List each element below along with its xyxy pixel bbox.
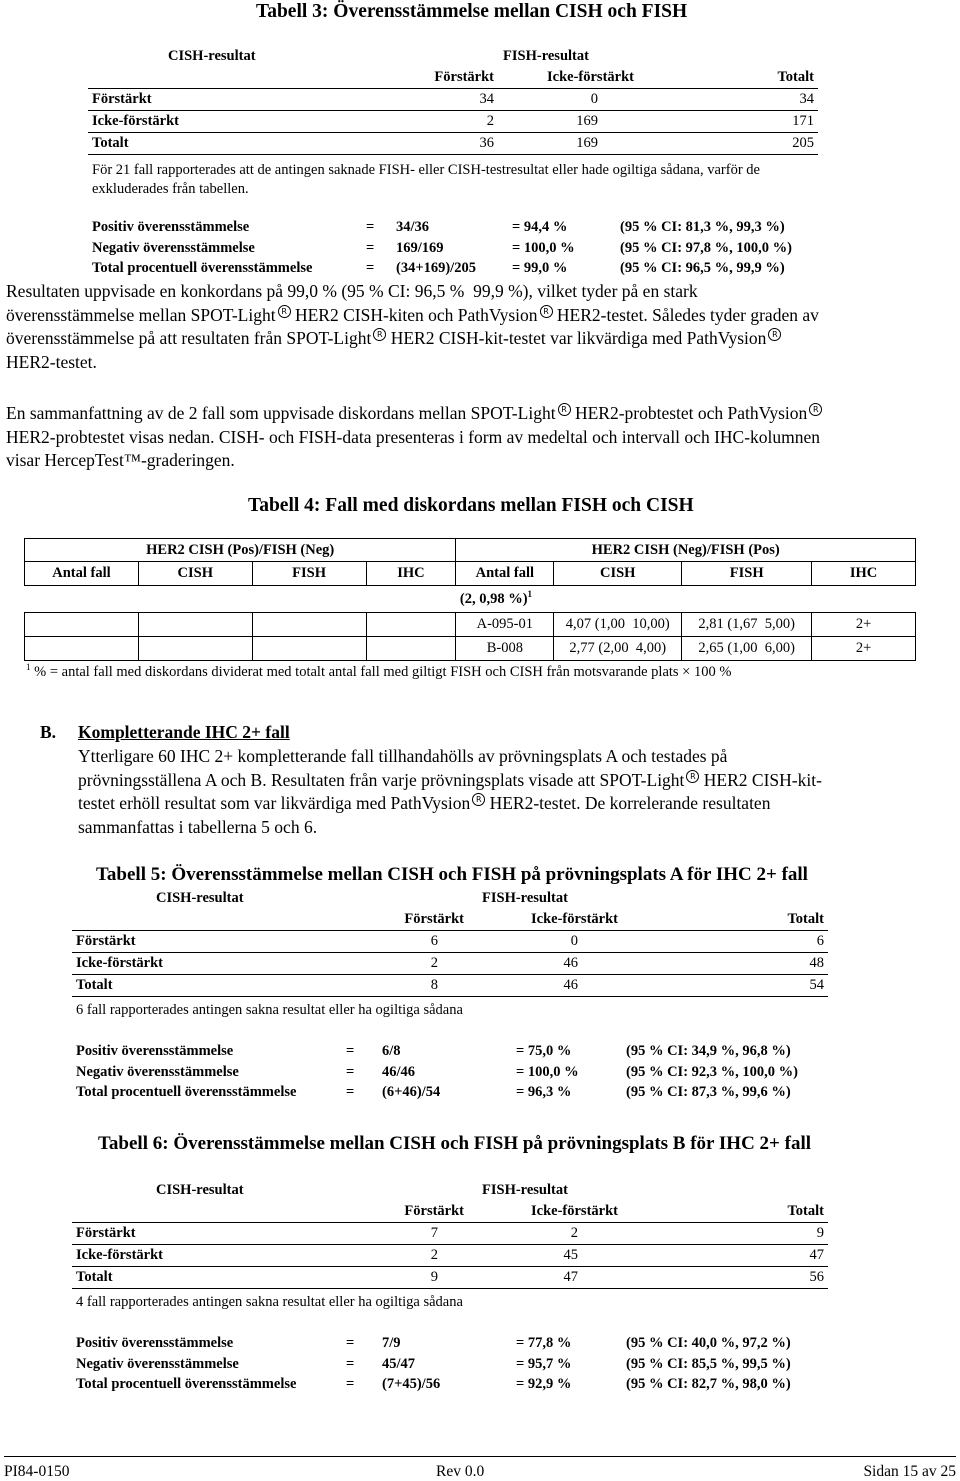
registered-icon: R [558,403,571,416]
stat-label: Positiv överensstämmelse [76,1335,234,1351]
table3-stats [92,219,852,281]
cell: A-095-01 [456,613,554,637]
row-label: Förstärkt [72,1223,372,1245]
stat-percent: = 99,0 % [512,260,568,276]
cell: 0 [498,89,638,111]
text: testet erhöll resultat som var likvärdiga med PathVysion [78,793,471,813]
stat-eq: = [346,1063,355,1080]
text-line [78,792,958,816]
row-label: Icke-förstärkt [88,111,398,133]
text: 100 % [693,664,732,680]
stat-ci: (95 % CI: 85,5 %, 99,5 %) [626,1355,791,1372]
registered-icon: R [686,770,699,783]
col-header: Icke-förstärkt [531,1203,618,1219]
table5-stats [76,1043,836,1105]
cell: 2+ [812,637,916,661]
text: överensstämmelse på att resultaten från SPOT-Light [6,328,372,348]
col-header: FISH [252,562,366,586]
col-header: Totalt [787,1203,824,1219]
times-icon: × [682,664,691,680]
table-row [88,89,818,111]
table6-stats [76,1335,836,1397]
table4-group1: HER2 CISH (Pos)/FISH (Neg) [25,539,456,562]
table3-col-total: Totalt [777,69,814,85]
registered-icon: R [540,305,553,318]
stat-fraction: 45/47 [382,1355,416,1372]
para1-line3 [6,327,956,351]
text: % = antal fall med diskordans dividerat med totalt antal fall med giltigt FISH och CISH från motsvarande plats [34,664,679,680]
para2-line3: visar HercepTest™-graderingen. [6,450,235,470]
table3-col-header [88,67,818,89]
stat-percent: = 92,9 % [516,1376,572,1392]
cell: 2+ [812,613,916,637]
col-header: Förstärkt [404,1203,464,1219]
table6 [72,1180,828,1289]
stat-eq: = [366,219,375,235]
table-row [72,953,828,975]
table6-group-header [72,1180,828,1201]
stat-eq: = [346,1084,355,1100]
row-label: Icke-förstärkt [72,1245,372,1267]
cell: 9 [648,1223,828,1245]
footer-divider [4,1456,956,1457]
stat-row [76,1335,836,1356]
stat-ci: (95 % CI: 87,3 %, 99,6 %) [626,1084,791,1100]
footnote-marker: 1 [26,662,31,673]
stat-percent: = 94,4 % [512,219,568,235]
row-label: Totalt [72,1267,372,1289]
row-label: Totalt [72,975,372,997]
table-row [88,133,818,155]
stat-row [76,1043,836,1064]
text: En sammanfattning av de 2 fall som uppvisade diskordans mellan SPOT-Light [6,403,556,423]
section-b-letter: B. [40,722,57,742]
cell: 48 [648,953,828,975]
cell: 169 [498,133,638,155]
row-label: Förstärkt [72,931,372,953]
stat-fraction: 169/169 [396,239,444,256]
stat-eq: = [346,1043,355,1059]
table5-title: Tabell 5: Överensstämmelse mellan CISH och FISH på prövningsplats A för IHC 2+ fall [96,864,808,885]
cell: 6 [372,931,468,953]
stat-ci: (95 % CI: 96,5 %, 99,9 %) [620,260,785,276]
section-b-heading: Kompletterande IHC 2+ fall [78,722,290,742]
cell: 34 [638,89,818,111]
stat-fraction: (6+46)/54 [382,1084,441,1100]
registered-icon: R [768,328,781,341]
para2-line2: HER2-probtestet visas nedan. CISH- och FISH-data presenteras i form av medeltal och intervall och IHC-kolumnen [6,426,821,447]
text: HER2-testet. De korrelerande resultaten [485,793,771,813]
table4-sub-row [25,586,916,613]
para2-line1 [6,402,956,426]
stat-fraction: 46/46 [382,1063,416,1080]
stat-row [92,219,852,240]
footer-page-number: Sidan 15 av 25 [863,1463,956,1480]
table-row [72,1223,828,1245]
table4-group-row [25,539,916,562]
cell: 0 [468,931,648,953]
col-header: IHC [366,562,456,586]
stat-row [76,1084,836,1105]
table3-fish-header: FISH-resultat [503,48,589,64]
para1-line4: HER2-testet. [6,351,97,372]
cell: 34 [398,89,498,111]
col-header: Totalt [787,911,824,927]
stat-ci: (95 % CI: 97,8 %, 100,0 %) [620,239,792,256]
registered-icon: R [278,305,291,318]
cell: 54 [648,975,828,997]
table3-note-line2: exkluderades från tabellen. [92,181,249,197]
cell: 6 [648,931,828,953]
table5-cish-header: CISH-resultat [156,890,244,906]
table-row [72,1267,828,1289]
table4 [24,538,916,661]
cell: 171 [638,111,818,133]
table4-col-header [25,562,916,586]
stat-percent: = 96,3 % [516,1084,572,1100]
text: HER2 CISH-kiten och PathVysion [290,304,538,325]
text: överensstämmelse mellan SPOT-Light [6,304,276,325]
footer-revision: Rev 0.0 [436,1463,485,1480]
table-row [72,931,828,953]
footnote-marker: 1 [527,588,533,599]
cell: 2 [372,953,468,975]
text: (2, 0,98 %) [459,590,528,607]
stat-ci: (95 % CI: 92,3 %, 100,0 %) [626,1063,798,1080]
cell: B-008 [456,637,554,661]
cell: 46 [468,953,648,975]
stat-ci: (95 % CI: 81,3 %, 99,3 %) [620,219,785,235]
col-header: FISH [682,562,812,586]
para1-line1: Resultaten uppvisade en konkordans på 99,0 % (95 % CI: 96,5 % 99,9 %), vilket tyder på en stark [6,281,698,301]
cell: 2,77 (2,00 4,00) [554,637,682,661]
cell: 2,81 (1,67 5,00) [682,613,812,637]
table-row [88,111,818,133]
stat-fraction: (34+169)/205 [396,260,476,276]
col-header: Antal fall [456,562,554,586]
stat-fraction: 34/36 [396,219,430,235]
table5 [72,888,828,997]
table6-col-header [72,1201,828,1223]
cell: 4,07 (1,00 10,00) [554,613,682,637]
registered-icon: R [809,403,822,416]
stat-label: Positiv överensstämmelse [76,1043,234,1059]
table3-title: Tabell 3: Överensstämmelse mellan CISH och FISH [256,1,688,22]
row-label: Icke-förstärkt [72,953,372,975]
cell: 9 [372,1267,468,1289]
text: prövningsställena A och B. Resultaten från varje prövningsplats visade att SPOT-Light [78,769,685,790]
text-line [78,769,958,793]
paragraph-concordance [6,280,956,374]
stat-percent: = 95,7 % [516,1355,572,1372]
stat-label: Negativ överensstämmelse [76,1063,239,1080]
stat-label: Total procentuell överensstämmelse [76,1376,297,1392]
stat-eq: = [346,1355,355,1372]
stat-eq: = [346,1335,355,1351]
cell: 47 [468,1267,648,1289]
stat-percent: = 77,8 % [516,1335,572,1351]
stat-row [76,1376,836,1397]
registered-icon: R [373,328,386,341]
cell: 47 [648,1245,828,1267]
table6-fish-header: FISH-resultat [482,1182,568,1198]
cell: 46 [468,975,648,997]
table6-title: Tabell 6: Överensstämmelse mellan CISH och FISH på prövningsplats B för IHC 2+ fall [98,1133,812,1154]
registered-icon: R [472,793,485,806]
col-header: Antal fall [25,562,139,586]
cell: 2 [398,111,498,133]
stat-eq: = [346,1376,355,1392]
table6-note: 4 fall rapporterades antingen sakna resultat eller ha ogiltiga sådana [76,1294,463,1310]
text: HER2 CISH-kit-testet var likvärdiga med PathVysion [386,328,767,348]
cell: 169 [498,111,638,133]
col-header: Förstärkt [404,911,464,927]
table4-title: Tabell 4: Fall med diskordans mellan FISH och CISH [248,495,694,516]
table4-group2: HER2 CISH (Neg)/FISH (Pos) [456,539,916,562]
table-row [25,637,916,661]
stat-fraction: 6/8 [382,1043,401,1059]
stat-ci: (95 % CI: 40,0 %, 97,2 %) [626,1335,791,1351]
table-row [72,1245,828,1267]
stat-eq: = [366,239,375,256]
section-b-body [78,745,958,839]
cell: 7 [372,1223,468,1245]
stat-ci: (95 % CI: 34,9 %, 96,8 %) [626,1043,791,1059]
para1-line2 [6,304,956,328]
cell: 2,65 (1,00 6,00) [682,637,812,661]
table6-cish-header: CISH-resultat [156,1182,244,1198]
table5-group-header [72,888,828,909]
stat-row [76,1064,836,1085]
text: HER2-testet. Således tyder graden av [552,304,819,325]
stat-label: Total procentuell överensstämmelse [92,260,313,276]
col-header: CISH [138,562,252,586]
stat-label: Total procentuell överensstämmelse [76,1084,297,1100]
stat-fraction: 7/9 [382,1335,401,1351]
row-label: Förstärkt [88,89,398,111]
stat-row [92,240,852,261]
stat-percent: = 75,0 % [516,1043,572,1059]
table3-note-line1: För 21 fall rapporterades att de antingen saknade FISH- eller CISH-testresultat eller hade ogiltiga sådana, varför de [92,162,760,178]
stat-label: Negativ överensstämmelse [92,239,255,256]
cell: 45 [468,1245,648,1267]
table5-note: 6 fall rapporterades antingen sakna resultat eller ha ogiltiga sådana [76,1002,463,1018]
text-line: Ytterligare 60 IHC 2+ kompletterande fall tillhandahölls av prövningsplats A och testades på [78,746,728,766]
stat-row [92,260,852,281]
table3-cish-header: CISH-resultat [168,48,256,64]
text: HER2 CISH-kit- [699,769,822,790]
table3-col-nonamplified: Icke-förstärkt [547,69,634,85]
row-label: Totalt [88,133,398,155]
table-row [72,975,828,997]
table-row [25,613,916,637]
cell: 36 [398,133,498,155]
stat-percent: = 100,0 % [512,239,575,256]
stat-label: Positiv överensstämmelse [92,219,250,235]
footer-doc-id: PI84-0150 [4,1463,70,1480]
table3-col-amplified: Förstärkt [434,69,494,85]
paragraph-summary [6,402,956,473]
table3 [88,46,818,155]
stat-ci: (95 % CI: 82,7 %, 98,0 %) [626,1376,791,1392]
text-line: sammanfattas i tabellerna 5 och 6. [78,816,318,837]
stat-row [76,1356,836,1377]
col-header: CISH [554,562,682,586]
stat-eq: = [366,260,375,276]
table4-footnote [26,664,731,681]
table3-group-header [88,46,818,67]
stat-label: Negativ överensstämmelse [76,1355,239,1372]
stat-percent: = 100,0 % [516,1063,579,1080]
col-header: Icke-förstärkt [531,911,618,927]
cell: 56 [648,1267,828,1289]
cell: 8 [372,975,468,997]
table5-col-header [72,909,828,931]
table4-subheader [456,586,682,613]
text: HER2-probtestet och PathVysion [570,403,808,423]
col-header: IHC [812,562,916,586]
table5-fish-header: FISH-resultat [482,890,568,906]
cell: 205 [638,133,818,155]
stat-fraction: (7+45)/56 [382,1376,441,1392]
cell: 2 [468,1223,648,1245]
cell: 2 [372,1245,468,1267]
